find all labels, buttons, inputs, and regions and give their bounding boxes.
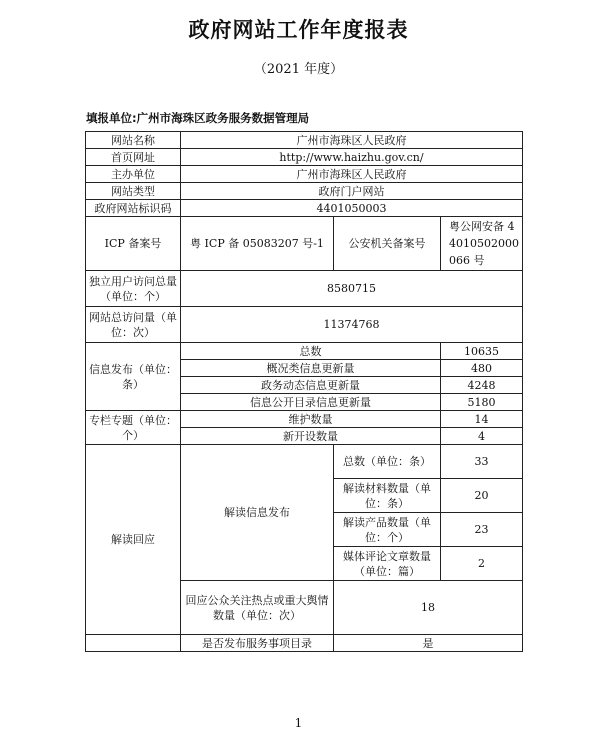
table-row	[86, 132, 523, 149]
page-title: 政府网站工作年度报表	[188, 18, 409, 42]
row-value: 是	[334, 635, 523, 652]
table-row	[86, 217, 523, 271]
table-row	[86, 343, 523, 360]
row-label: 主办单位	[86, 166, 181, 183]
row-sublabel: 概况类信息更新量	[181, 360, 441, 377]
row-label: 政府网站标识码	[86, 200, 181, 217]
report-table	[85, 131, 523, 652]
row-value: 11374768	[181, 307, 523, 343]
table-row	[86, 149, 523, 166]
table-row	[86, 166, 523, 183]
row-sublabel: 解读材料数量（单位：条）	[334, 479, 441, 513]
row-value: 23	[441, 513, 523, 547]
row-value: 5180	[441, 394, 523, 411]
row-value: 政府门户网站	[181, 183, 523, 200]
table-row	[86, 271, 523, 307]
table-row	[86, 307, 523, 343]
row-sublabel: 总数	[181, 343, 441, 360]
table-row	[86, 200, 523, 217]
row-label: 网站名称	[86, 132, 181, 149]
row-label: 公安机关备案号	[334, 217, 441, 271]
row-label: ICP 备案号	[86, 217, 181, 271]
row-value: 2	[441, 547, 523, 581]
row-label: 解读回应	[86, 445, 181, 635]
row-label: 专栏专题（单位：个）	[86, 411, 181, 445]
row-value: 480	[441, 360, 523, 377]
table-row	[86, 445, 523, 479]
row-sublabel: 政务动态信息更新量	[181, 377, 441, 394]
row-label	[86, 635, 181, 652]
row-value: 10635	[441, 343, 523, 360]
row-label: 是否发布服务事项目录	[181, 635, 334, 652]
row-label: 独立用户访问总量（单位：个）	[86, 271, 181, 307]
row-sublabel: 解读产品数量（单位：个）	[334, 513, 441, 547]
row-label: 网站总访问量（单位：次）	[86, 307, 181, 343]
row-sublabel: 解读信息发布	[181, 445, 334, 581]
page-number: 1	[294, 716, 303, 730]
table-row	[86, 183, 523, 200]
row-sublabel: 总数（单位：条）	[334, 445, 441, 479]
row-sublabel: 信息公开目录信息更新量	[181, 394, 441, 411]
row-label: 信息发布（单位：条）	[86, 343, 181, 411]
row-value: 粤 ICP 备 05083207 号-1	[181, 217, 334, 271]
row-label: 网站类型	[86, 183, 181, 200]
row-value: 18	[334, 581, 523, 635]
page-subtitle: （2021 年度）	[253, 62, 344, 77]
row-sublabel: 回应公众关注热点或重大舆情数量（单位：次）	[181, 581, 334, 635]
reporting-unit: 填报单位:广州市海珠区政务服务数据管理局	[86, 111, 310, 125]
homepage-url[interactable]: http://www.haizhu.gov.cn/	[181, 149, 523, 166]
table-row	[86, 635, 523, 652]
row-label: 首页网址	[86, 149, 181, 166]
row-value: 8580715	[181, 271, 523, 307]
row-value: 广州市海珠区人民政府	[181, 132, 523, 149]
row-value: 33	[441, 445, 523, 479]
row-sublabel: 媒体评论文章数量（单位：篇）	[334, 547, 441, 581]
row-value: 4401050003	[181, 200, 523, 217]
row-value: 14	[441, 411, 523, 428]
row-value: 4	[441, 428, 523, 445]
row-value: 粤公网安备 44010502000066 号	[441, 217, 523, 271]
row-value: 4248	[441, 377, 523, 394]
row-value: 20	[441, 479, 523, 513]
table-row	[86, 411, 523, 428]
row-sublabel: 维护数量	[181, 411, 441, 428]
row-value: 广州市海珠区人民政府	[181, 166, 523, 183]
row-sublabel: 新开设数量	[181, 428, 441, 445]
